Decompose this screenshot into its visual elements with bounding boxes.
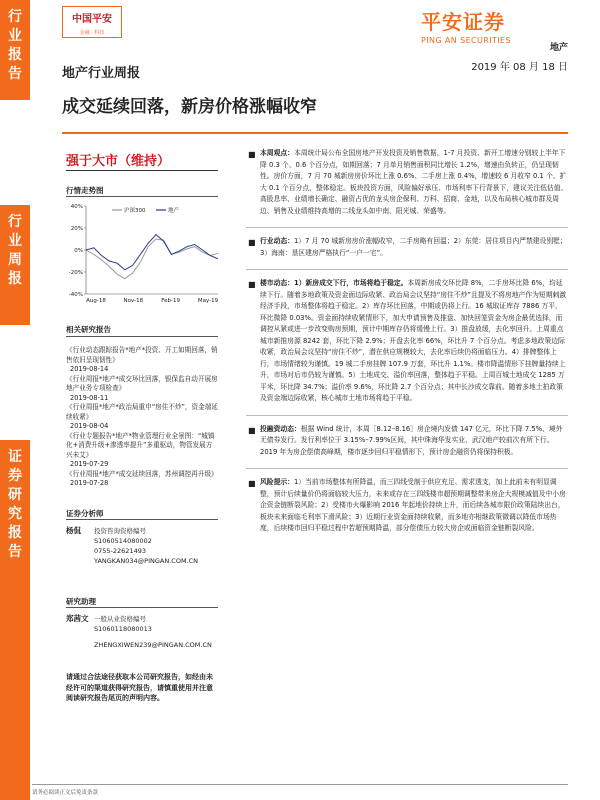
square-bullet-icon: ■ [248,280,256,289]
related-report-title[interactable]: 《行业周报*地产*成交环比回落，银保监自动开展房地产业务专项检查》 [66,374,218,392]
chart-legend-label: 地产 [168,208,180,214]
paragraph-divider [246,227,568,228]
report-series: 地产行业周报 [62,66,141,81]
logo-right-text: 平安证券 [421,10,505,34]
chart-legend-label: 沪深300 [124,208,146,214]
assistant-divider [66,607,218,608]
analyst-divider [66,519,218,520]
assistant-id: S1060118080013 [94,625,152,633]
paragraph-lead: 风险提示： [260,478,294,486]
analyst-role: 投资咨询资格编号 [94,527,146,535]
side-band-bottom [0,440,30,800]
side-band-char: 周 [8,252,22,268]
related-divider [66,336,218,337]
body-paragraph [246,148,568,217]
paragraph-text: 1）7 月 70 城新房房价涨幅收窄，二手房略有回温；2）东莞：居住项目内严禁建设别墅；3）海南：垦区建房严格执行“一户一宅”。 [260,237,567,257]
paragraph-divider [246,415,568,416]
related-report-title[interactable]: 《行业动态跟踪报告*地产*投资、开工如期回落，销售依旧呈现韧性》 [66,346,218,364]
side-band-char: 券 [8,468,22,484]
related-report-date: 2019-07-28 [70,479,109,487]
chart-y-tick-labels [69,204,83,298]
ping-an-securities-logo [421,6,551,45]
report-date: 2019 年 08 月 18 日 [471,62,568,73]
chart-series-line-1 [86,235,218,270]
logo-right-subtext: PING AN SECURITIES [421,36,511,45]
chart-series-lines [86,235,218,279]
side-band-top [0,0,30,100]
analyst-card [66,526,218,566]
disclaimer-text: 请通过合法途径获取本公司研究报告，如经由未经许可的渠道获得研究报告，请慎重使用并注意阅读研究报告尾页的声明内容。 [66,673,213,702]
side-band-char: 业 [8,28,22,44]
side-band-char: 行 [8,9,22,25]
side-band-char: 研 [8,487,22,503]
analyst-name: 杨侃 [66,526,81,535]
assistant-card [66,614,218,650]
paragraph-text: 根据 Wind 统计，本周［8.12–8.16］房企境内发债 147 亿元，环比下降 7.5%、境外无债券发行。发行利率位于 3.15%–7.99%区间，其中珠海华发实业、武汉地产较前次有所下行。2019 年为房企偿债高峰期，楼市逐步回归平稳情形下，预计房企融资仍将保持积极。 [260,424,563,456]
report-title: 成交延续回落，新房价格涨幅收窄 [62,97,317,117]
paragraph-lead: 本周观点： [260,149,294,157]
chart-x-tick-label: Aug-18 [86,298,106,304]
side-band-char: 行 [8,214,22,230]
related-report-title[interactable]: 《行业周报*地产*政治局重申“房住不炒”，资金端延续收紧》 [66,403,218,421]
square-bullet-icon: ■ [248,425,256,435]
related-report-date: 2019-08-04 [70,422,109,430]
footer-text: 请务必阅读正文后免责条款 [32,790,99,796]
chart-x-tick-label: Nov-18 [123,298,144,304]
square-bullet-icon: ■ [248,238,256,247]
body-paragraph [246,477,568,535]
chart-y-tick-label: -20% [68,270,83,276]
logo-left-subtext: 金融 · 科技 [79,30,105,36]
body-paragraph [246,278,568,405]
chart-y-tick-label: 40% [70,204,83,210]
chart-legend [112,206,180,214]
side-band-char: 证 [8,449,22,465]
side-band-char: 告 [8,544,22,560]
side-band-char: 报 [8,271,22,287]
trend-heading: 行情走势图 [66,186,104,195]
trend-divider [66,196,218,197]
related-report-title[interactable]: 《行业专题报告*地产*物业管理行业全景图：“城镇化+消费升级+渗透率提升”多重驱动，物管发展方兴未艾》 [66,431,215,459]
related-report-date: 2019-08-14 [70,365,109,373]
body-paragraph [246,424,568,459]
side-band-char: 告 [8,66,22,82]
side-band-char: 报 [8,47,22,63]
chart-x-tick-label: May-19 [197,298,219,304]
paragraph-lead: 行业动态： [260,237,294,245]
side-band-middle-text [0,205,30,289]
related-report-date: 2019-07-29 [70,460,109,468]
related-report-date: 2019-08-11 [70,393,109,402]
side-band-char: 究 [8,506,22,522]
paragraph-text: 本周统计局公布全国房地产开发投资及销售数据，1-7 月投资、新开工增速分别较上半年下降 0.3 个、0.6 个百分点，如期回落；7 月单月销售面积同比增长 1.2%，增速由负转正，仍呈现韧性。房价方面，7 月 70 城新房房价环比上涨 0.6%、二手房上涨 0.4%，增速较 6 月收窄 0.1 个、扩大 0.1 个百分点，整体稳定。板块投资方面，风险偏好承压、市场利率下行背景下，建议关注低估值、高股息率、业绩增长确定、融资占优的龙头房企保利、万科、招商、金地，以及布局核心城市群及周边、销售及业绩维持高增的二线龙头如中南、阳光城、荣盛等。 [260,149,568,215]
logo-left-text: 中国平安 [72,14,112,25]
assistant-name: 郑茜文 [66,614,89,623]
chart-y-tick-label: -40% [68,292,83,298]
paragraph-text: 本周新房成交环比降 8%，二手房环比降 6%，均延续下行。随着多地政策及资金面边际收紧、政治局会议坚持“房住不炒”且提及不将房地产作为短期刺激经济手段，市场整体将趋于稳定。2）库存环比回落，中期或仍将上行。16 城取证库存 7886 万平，环比微降 0.03%。资金面持续收紧情形下，加大申请预售及推盘、加快回笼资金为房企最优选择，而调控从紧或进一步改变购房预期，预计中期库存仍将缓慢上行。3）推盘放缓，去化率回升。上周重点城市新推房源 8242 套，环比下降 2.9%；开盘去化率 66%，环比升 7 个百分点。考虑多地政策边际收紧，政治局会议坚持“房住不炒”，潜在供应规模较大，去化率后续仍将面临压力。4）排牌整体上行，市场情绪较为谨慎。19 城二手房挂牌 107.9 万套，环比升 1.1%。楼市降温情形下挂牌量持续上升，市场对后市仍较为谨慎。5）土地成交、溢价率回落，整体趋于平稳。上周百城土地成交 1285 万平米，环比降 34.7%；溢价率 9.6%，环比降 2.7 个百分点；其中长沙成交靠前。随着多地土拍政策及资金端边际收紧，核心城市土地市场将趋于平稳。 [260,279,567,402]
analyst-heading: 证券分析师 [66,509,104,518]
chart-y-tick-label: 20% [70,226,83,232]
paragraph-text: 1）当前市场整体有所降温，而三四线受制于供应充足、需求透支，加上此前未有明显调整，预计后续量价仍将面临较大压力，未来或存在三四线楼市超预期调整带来房企大规模减值及中小房企资金链断裂风险；2）受楼市火爆影响 2016 年起地价持续上升，而后续各城市限价政策陆续出台，板块未来面临毛利率下滑风险；3）近期行业资金面持续收紧，而多地亦相继政策微调以降低市场热度，后续楼市回归平稳过程中若超预期降温，部分偿债压力较大房企或面临资金链断裂风险。 [260,478,566,532]
paragraph-lead: 投融资动态： [260,424,301,433]
assistant-role: 一般从业资格编号 [94,615,146,623]
chart-axes [84,206,218,294]
assistant-heading: 研究助理 [66,597,96,606]
side-band-char: 业 [8,233,22,249]
analyst-email: YANGKAN034@PINGAN.COM.CN [94,557,199,565]
paragraph-lead: 楼市动态：1）新房成交下行，市场将趋于稳定。 [260,279,408,287]
related-heading: 相关研究报告 [66,325,111,334]
ping-an-group-logo [62,6,122,38]
paragraph-divider [246,468,568,469]
side-band-middle [0,205,30,325]
market-trend-chart [62,200,222,310]
assistant-email: ZHENGXIWEN239@PINGAN.COM.CN [94,641,212,649]
rating-divider [66,170,218,171]
square-bullet-icon: ■ [248,150,256,159]
square-bullet-icon: ■ [248,479,256,488]
chart-y-tick-label: 0% [74,248,83,254]
chart-x-tick-labels [86,298,218,304]
analyst-phone: 0755-22621493 [94,547,146,555]
analyst-id: S1060514080002 [94,537,152,545]
body-paragraph [246,236,568,259]
chart-x-tick-label: Feb-19 [161,298,181,304]
footer-divider [32,784,568,785]
related-report-title[interactable]: 《行业周报*地产*成交延续回落，苏州调控再升级》 [66,469,218,478]
related-report-list [66,346,218,489]
report-body [246,148,568,545]
side-band-bottom-text [0,440,30,562]
side-band-char: 报 [8,525,22,541]
header-divider [62,132,568,134]
rating-label: 强于大市（维持） [66,154,171,169]
sector-label: 地产 [549,43,568,53]
paragraph-divider [246,269,568,270]
side-band-top-text [0,0,30,84]
